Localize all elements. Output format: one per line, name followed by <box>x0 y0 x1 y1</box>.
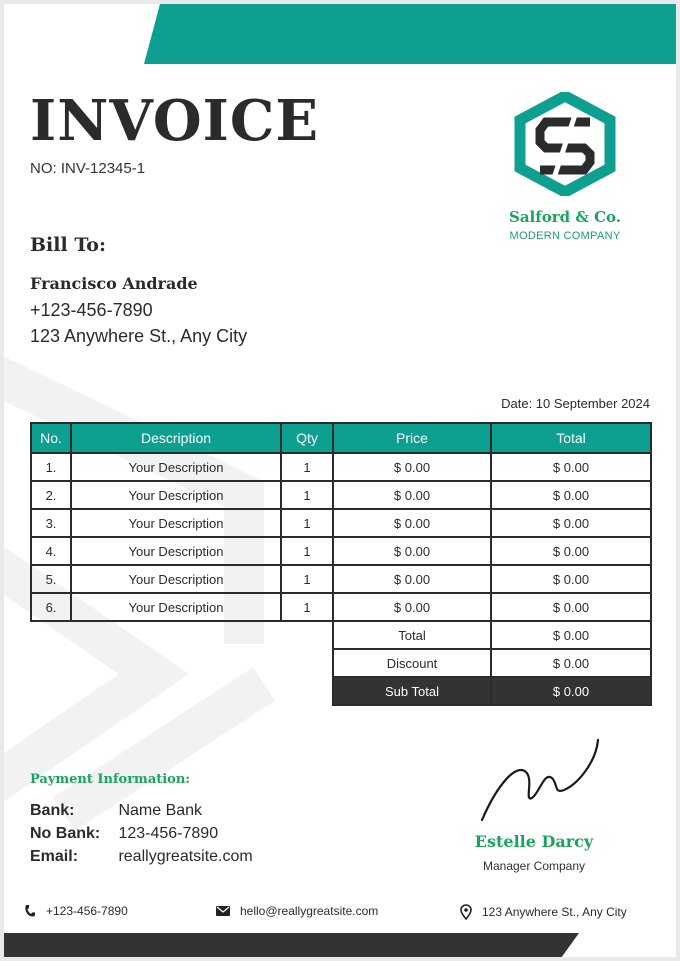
table-row <box>31 481 651 509</box>
client-address: 123 Anywhere St., Any City <box>30 326 248 346</box>
invoice-number: NO: INV-12345-1 <box>30 160 146 177</box>
summary-row-total <box>31 621 651 649</box>
payment-email-row <box>30 848 253 866</box>
header-total: Total <box>491 423 651 453</box>
footer-email-text: hello@reallygreatsite.com <box>240 904 379 918</box>
blank-cell <box>31 649 333 677</box>
row-total: $ 0.00 <box>491 481 651 509</box>
summary-value: $ 0.00 <box>491 677 651 705</box>
row-qty: 1 <box>281 453 333 481</box>
summary-value: $ 0.00 <box>491 649 651 677</box>
client-name: Francisco Andrade <box>30 274 198 293</box>
signer-name: Estelle Darcy <box>474 832 594 851</box>
row-qty: 1 <box>281 593 333 621</box>
account-value: 123-456-7890 <box>118 825 219 842</box>
row-price: $ 0.00 <box>333 453 491 481</box>
header-description: Description <box>71 423 281 453</box>
email-value: reallygreatsite.com <box>118 848 253 865</box>
invoice-title: INVOICE <box>30 88 320 154</box>
email-icon <box>216 906 230 916</box>
footer-email <box>216 904 378 918</box>
row-no: 2. <box>31 481 71 509</box>
blank-cell <box>31 621 333 649</box>
bill-to-heading: Bill To: <box>30 234 106 256</box>
payment-bank-row <box>30 802 202 820</box>
hexagon-s-logo-icon <box>512 92 618 196</box>
footer-phone-text: +123-456-7890 <box>46 904 128 918</box>
row-price: $ 0.00 <box>333 481 491 509</box>
account-label: No Bank: <box>30 825 101 842</box>
row-description: Your Description <box>71 537 281 565</box>
row-total: $ 0.00 <box>491 565 651 593</box>
table-row <box>31 565 651 593</box>
row-total: $ 0.00 <box>491 537 651 565</box>
row-price: $ 0.00 <box>333 565 491 593</box>
row-no: 3. <box>31 509 71 537</box>
company-name: Salford & Co. <box>509 208 621 226</box>
invoice-page <box>4 4 676 957</box>
footer-address <box>460 904 627 920</box>
row-description: Your Description <box>71 593 281 621</box>
row-qty: 1 <box>281 565 333 593</box>
payment-account-row <box>30 825 218 843</box>
header-price: Price <box>333 423 491 453</box>
table-row <box>31 537 651 565</box>
row-price: $ 0.00 <box>333 537 491 565</box>
table-row <box>31 453 651 481</box>
row-price: $ 0.00 <box>333 593 491 621</box>
footer-address-text: 123 Anywhere St., Any City <box>482 905 627 919</box>
row-qty: 1 <box>281 537 333 565</box>
row-total: $ 0.00 <box>491 593 651 621</box>
row-price: $ 0.00 <box>333 509 491 537</box>
company-tagline: MODERN COMPANY <box>509 230 621 242</box>
summary-label: Discount <box>333 649 491 677</box>
row-total: $ 0.00 <box>491 453 651 481</box>
summary-row-subtotal <box>31 677 651 705</box>
table-header-row <box>31 423 651 453</box>
blank-cell <box>31 677 333 705</box>
table-row <box>31 593 651 621</box>
row-description: Your Description <box>71 481 281 509</box>
bottom-accent-band <box>4 933 579 957</box>
email-label: Email: <box>30 848 79 865</box>
client-phone: +123-456-7890 <box>30 300 153 320</box>
row-no: 1. <box>31 453 71 481</box>
summary-label: Sub Total <box>333 677 491 705</box>
row-no: 4. <box>31 537 71 565</box>
row-description: Your Description <box>71 565 281 593</box>
table-row <box>31 509 651 537</box>
row-no: 5. <box>31 565 71 593</box>
items-table <box>30 422 652 706</box>
invoice-date: Date: 10 September 2024 <box>501 396 650 411</box>
row-qty: 1 <box>281 481 333 509</box>
row-no: 6. <box>31 593 71 621</box>
bank-label: Bank: <box>30 802 75 819</box>
row-qty: 1 <box>281 509 333 537</box>
row-total: $ 0.00 <box>491 509 651 537</box>
summary-value: $ 0.00 <box>491 621 651 649</box>
header-qty: Qty <box>281 423 333 453</box>
top-accent-band <box>144 4 676 64</box>
summary-label: Total <box>333 621 491 649</box>
payment-heading: Payment Information: <box>30 772 191 787</box>
row-description: Your Description <box>71 453 281 481</box>
signer-role: Manager Company <box>482 859 586 873</box>
header-no: No. <box>31 423 71 453</box>
row-description: Your Description <box>71 509 281 537</box>
bank-value: Name Bank <box>118 802 203 819</box>
signature-icon <box>474 732 614 832</box>
footer-phone <box>24 904 128 918</box>
phone-icon <box>24 904 36 918</box>
summary-row-discount <box>31 649 651 677</box>
location-pin-icon <box>460 904 472 920</box>
